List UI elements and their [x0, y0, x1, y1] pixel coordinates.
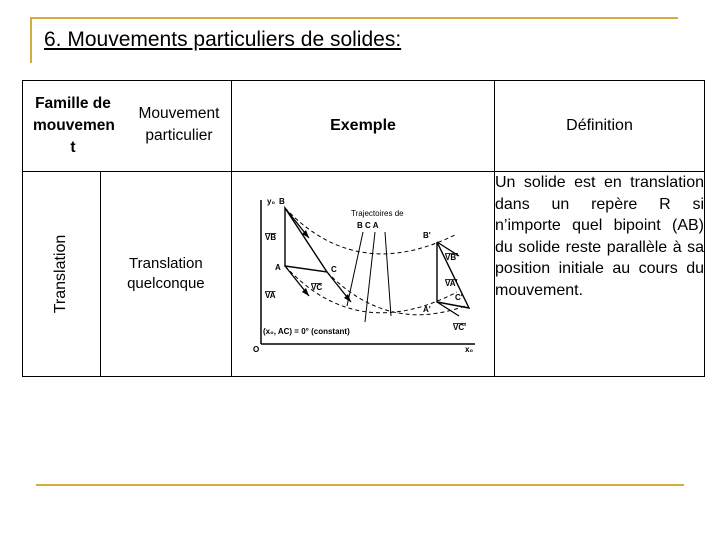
- left-rule: [30, 17, 32, 63]
- exemple-cell: [232, 172, 495, 377]
- vector-va-label: VA: [265, 291, 276, 300]
- famille-line3: t: [70, 139, 76, 156]
- mouvement-cell: [100, 172, 231, 377]
- vector-vb-prime-label: VB': [445, 253, 459, 262]
- header-row: [23, 81, 705, 172]
- point-c-prime-label: C': [455, 293, 463, 302]
- famille-value: Translation: [52, 234, 70, 314]
- origin-label: O: [253, 345, 260, 354]
- trajectories-title-line1: Trajectoires de: [351, 209, 404, 218]
- x-axis-label: x₀: [465, 345, 474, 354]
- translation-figure: [247, 194, 479, 354]
- solid-initial: [285, 208, 327, 272]
- header-definition-label: Définition: [566, 117, 633, 134]
- mouvement-value-line2: quelconque: [127, 275, 205, 292]
- header-exemple: Exemple: [232, 81, 495, 172]
- definition-cell: [495, 172, 705, 377]
- vector-vb-label: VB: [265, 233, 277, 242]
- constant-angle-equation: (x₀, AC) = 0° (constant): [263, 327, 350, 336]
- vector-vc-prime-label: VC': [453, 323, 467, 332]
- translation-row: [23, 172, 705, 377]
- pointer-c: [365, 232, 375, 322]
- slide-title: 6. Mouvements particuliers de solides:: [44, 28, 402, 51]
- header-famille: [23, 81, 232, 172]
- trajectories-title-line2: B C A: [357, 221, 379, 230]
- point-a-label: A: [275, 263, 281, 272]
- point-a-prime-label: A': [423, 305, 431, 314]
- bottom-rule: [36, 484, 684, 486]
- top-rule: [30, 17, 678, 19]
- famille-cell: [23, 172, 101, 377]
- y-axis-label: y₀: [267, 197, 276, 206]
- vector-vc-label: VC: [311, 283, 323, 292]
- header-definition: [495, 81, 705, 172]
- point-b-label: B: [279, 197, 285, 206]
- point-b-prime-label: B': [423, 231, 431, 240]
- mouvement-line2: particulier: [145, 127, 213, 144]
- mouvement-line1: Mouvement: [138, 105, 220, 122]
- pointer-a: [385, 232, 391, 316]
- vector-va-prime-label: VA': [445, 279, 458, 288]
- famille-line2: mouvemen: [33, 117, 115, 134]
- motion-table: [22, 80, 705, 377]
- famille-line1: Famille de: [35, 95, 111, 112]
- definition-text: Un solide est en translation dans un repère R si n’importe quel bipoint (AB) du solide reste parallèle à sa position initiale au cours du mouvement.: [495, 174, 704, 299]
- point-c-label: C: [331, 265, 337, 274]
- mouvement-value-line1: Translation: [129, 255, 203, 272]
